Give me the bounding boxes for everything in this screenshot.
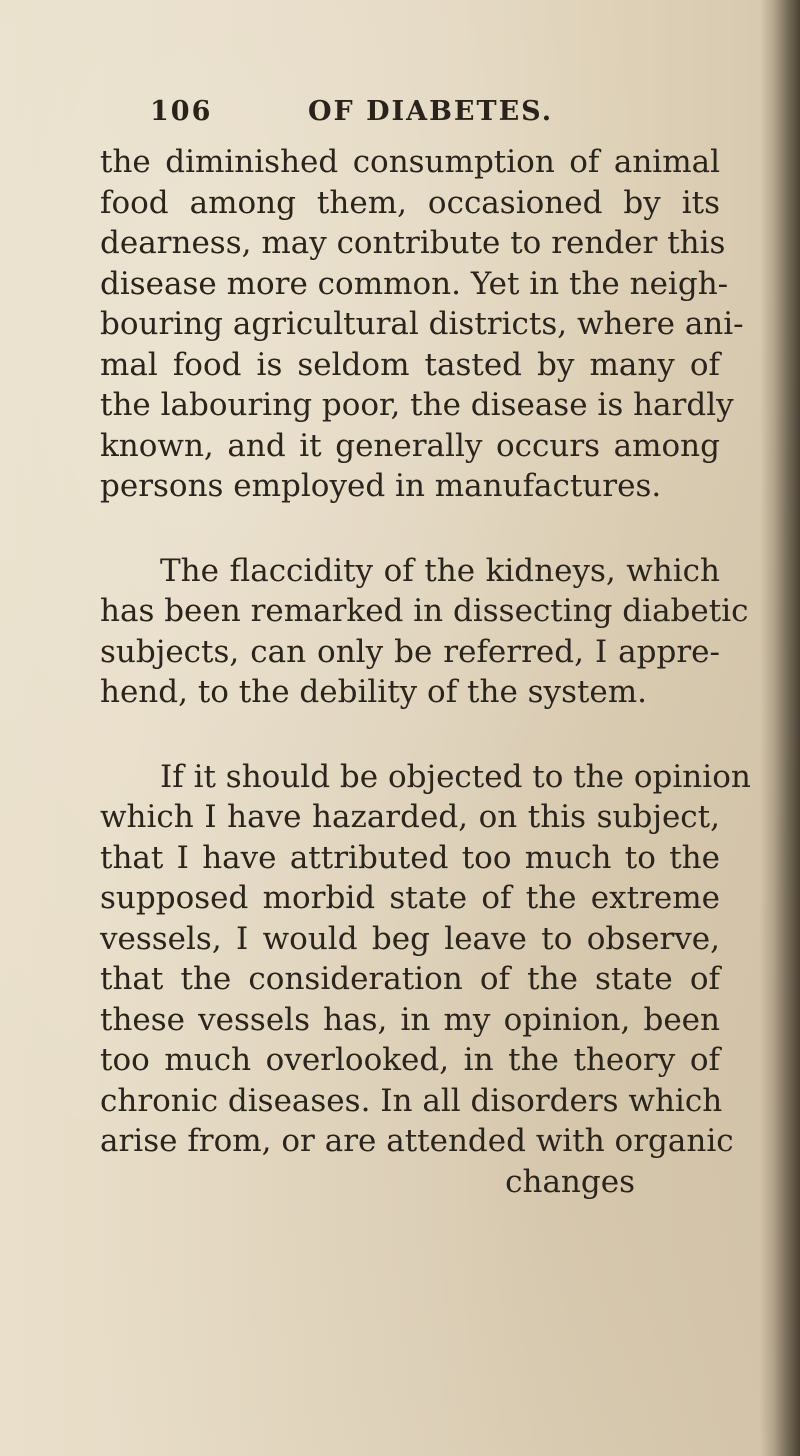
text-line: that I have attributed too much to the — [100, 839, 720, 876]
text-line: dearness, may contribute to render this — [100, 225, 726, 261]
text-line: that the consideration of the state of — [100, 961, 720, 997]
paragraph-1 — [100, 142, 744, 507]
running-title: OF DIABETES. — [308, 96, 554, 127]
paragraph-2 — [100, 551, 749, 713]
text-line: has been remarked in dissecting diabetic — [100, 593, 749, 629]
text-line: supposed morbid state of the extreme — [100, 880, 720, 916]
text-line: mal food is seldom tasted by many of — [100, 346, 720, 383]
page-header — [150, 96, 670, 136]
page-number: 106 — [150, 96, 213, 127]
text-line: disease more common. Yet in the neigh- — [100, 265, 729, 302]
text-line: chronic diseases. In all disorders which — [100, 1082, 723, 1119]
body-text — [100, 142, 751, 1246]
page-edge-shadow — [760, 0, 800, 1456]
text-line: persons employed in manufactures. — [100, 468, 662, 504]
text-line: too much overlooked, in the theory of — [100, 1042, 720, 1078]
text-line: arise from, or are attended with organic — [100, 1123, 734, 1159]
text-line: the labouring poor, the disease is hardly — [100, 387, 734, 423]
text-line: hend, to the debility of the system. — [100, 674, 648, 710]
text-line: food among them, occasioned by its — [100, 184, 720, 221]
text-line: vessels, I would beg leave to observe, — [100, 920, 720, 957]
text-line: subjects, can only be referred, I appre- — [100, 633, 720, 670]
text-line: which I have hazarded, on this subject, — [100, 799, 720, 835]
text-line: these vessels has, in my opinion, been — [100, 1001, 720, 1038]
text-line: The flaccidity of the kidneys, which — [160, 552, 720, 589]
text-line: known, and it generally occurs among — [100, 427, 720, 464]
text-line: bouring agricultural districts, where ani- — [100, 306, 744, 342]
paragraph-3 — [100, 757, 751, 1203]
catchword: changes — [505, 1163, 635, 1200]
text-line: the diminished consumption of animal — [100, 144, 720, 180]
text-line: If it should be objected to the opinion — [160, 758, 751, 795]
